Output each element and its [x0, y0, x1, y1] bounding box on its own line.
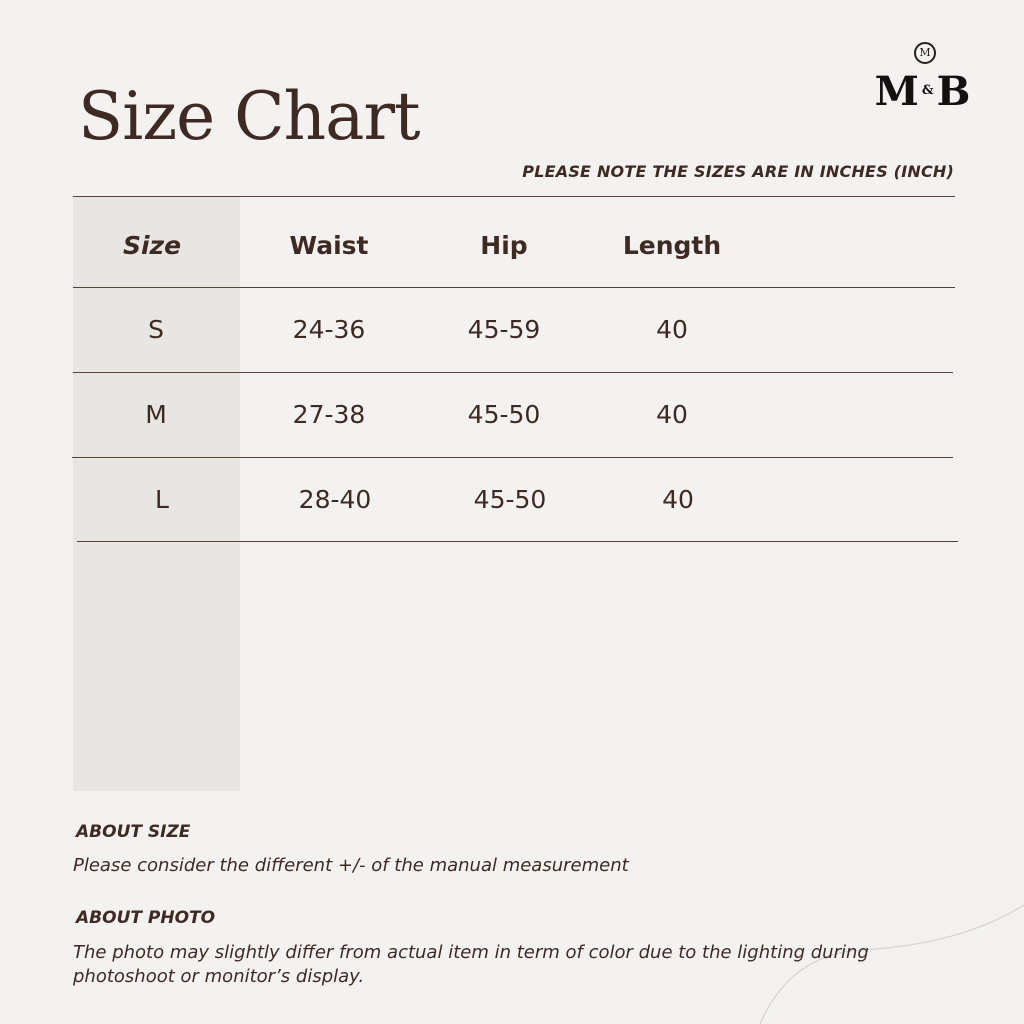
logo-wordmark: [870, 70, 976, 117]
column-header-length: Length: [622, 231, 722, 260]
table-bottom-rule: [77, 541, 958, 542]
logo-emblem-icon: M: [914, 42, 936, 64]
about-photo-line: The photo may slightly differ from actual item in term of color due to the lighting during: [73, 942, 869, 963]
about-size-heading: ABOUT SIZE: [76, 822, 191, 842]
table-cell-hip: 45-50: [467, 400, 541, 429]
table-cell-length: 40: [662, 485, 694, 514]
table-top-rule: [73, 196, 955, 197]
column-header-size: Size: [122, 231, 182, 260]
column-header-waist: Waist: [289, 231, 369, 260]
brand-logo: [870, 38, 976, 118]
table-cell-waist: 24-36: [292, 315, 366, 344]
about-photo-text: [73, 941, 913, 989]
logo-ampersand: &: [921, 83, 935, 98]
table-header-rule: [73, 287, 955, 288]
logo-letter-m: M: [874, 68, 920, 115]
logo-letter-b: B: [936, 68, 972, 115]
table-cell-hip: 45-59: [467, 315, 541, 344]
units-note: PLEASE NOTE THE SIZES ARE IN INCHES (INCH): [522, 162, 954, 181]
table-cell-hip: 45-50: [473, 485, 547, 514]
table-cell-size: S: [148, 315, 164, 344]
table-cell-waist: 28-40: [298, 485, 372, 514]
page-title: Size Chart: [78, 78, 420, 155]
table-cell-size: L: [155, 485, 169, 514]
table-cell-size: M: [145, 400, 167, 429]
about-photo-heading: ABOUT PHOTO: [76, 908, 216, 928]
table-row-rule: [73, 372, 953, 373]
table-row-rule: [72, 457, 953, 458]
table-cell-waist: 27-38: [292, 400, 366, 429]
table-cell-length: 40: [656, 315, 688, 344]
table-cell-length: 40: [656, 400, 688, 429]
column-header-hip: Hip: [480, 231, 528, 260]
about-size-text: Please consider the different +/- of the manual measurement: [73, 855, 629, 876]
about-photo-line: photoshoot or monitor’s display.: [73, 966, 365, 987]
